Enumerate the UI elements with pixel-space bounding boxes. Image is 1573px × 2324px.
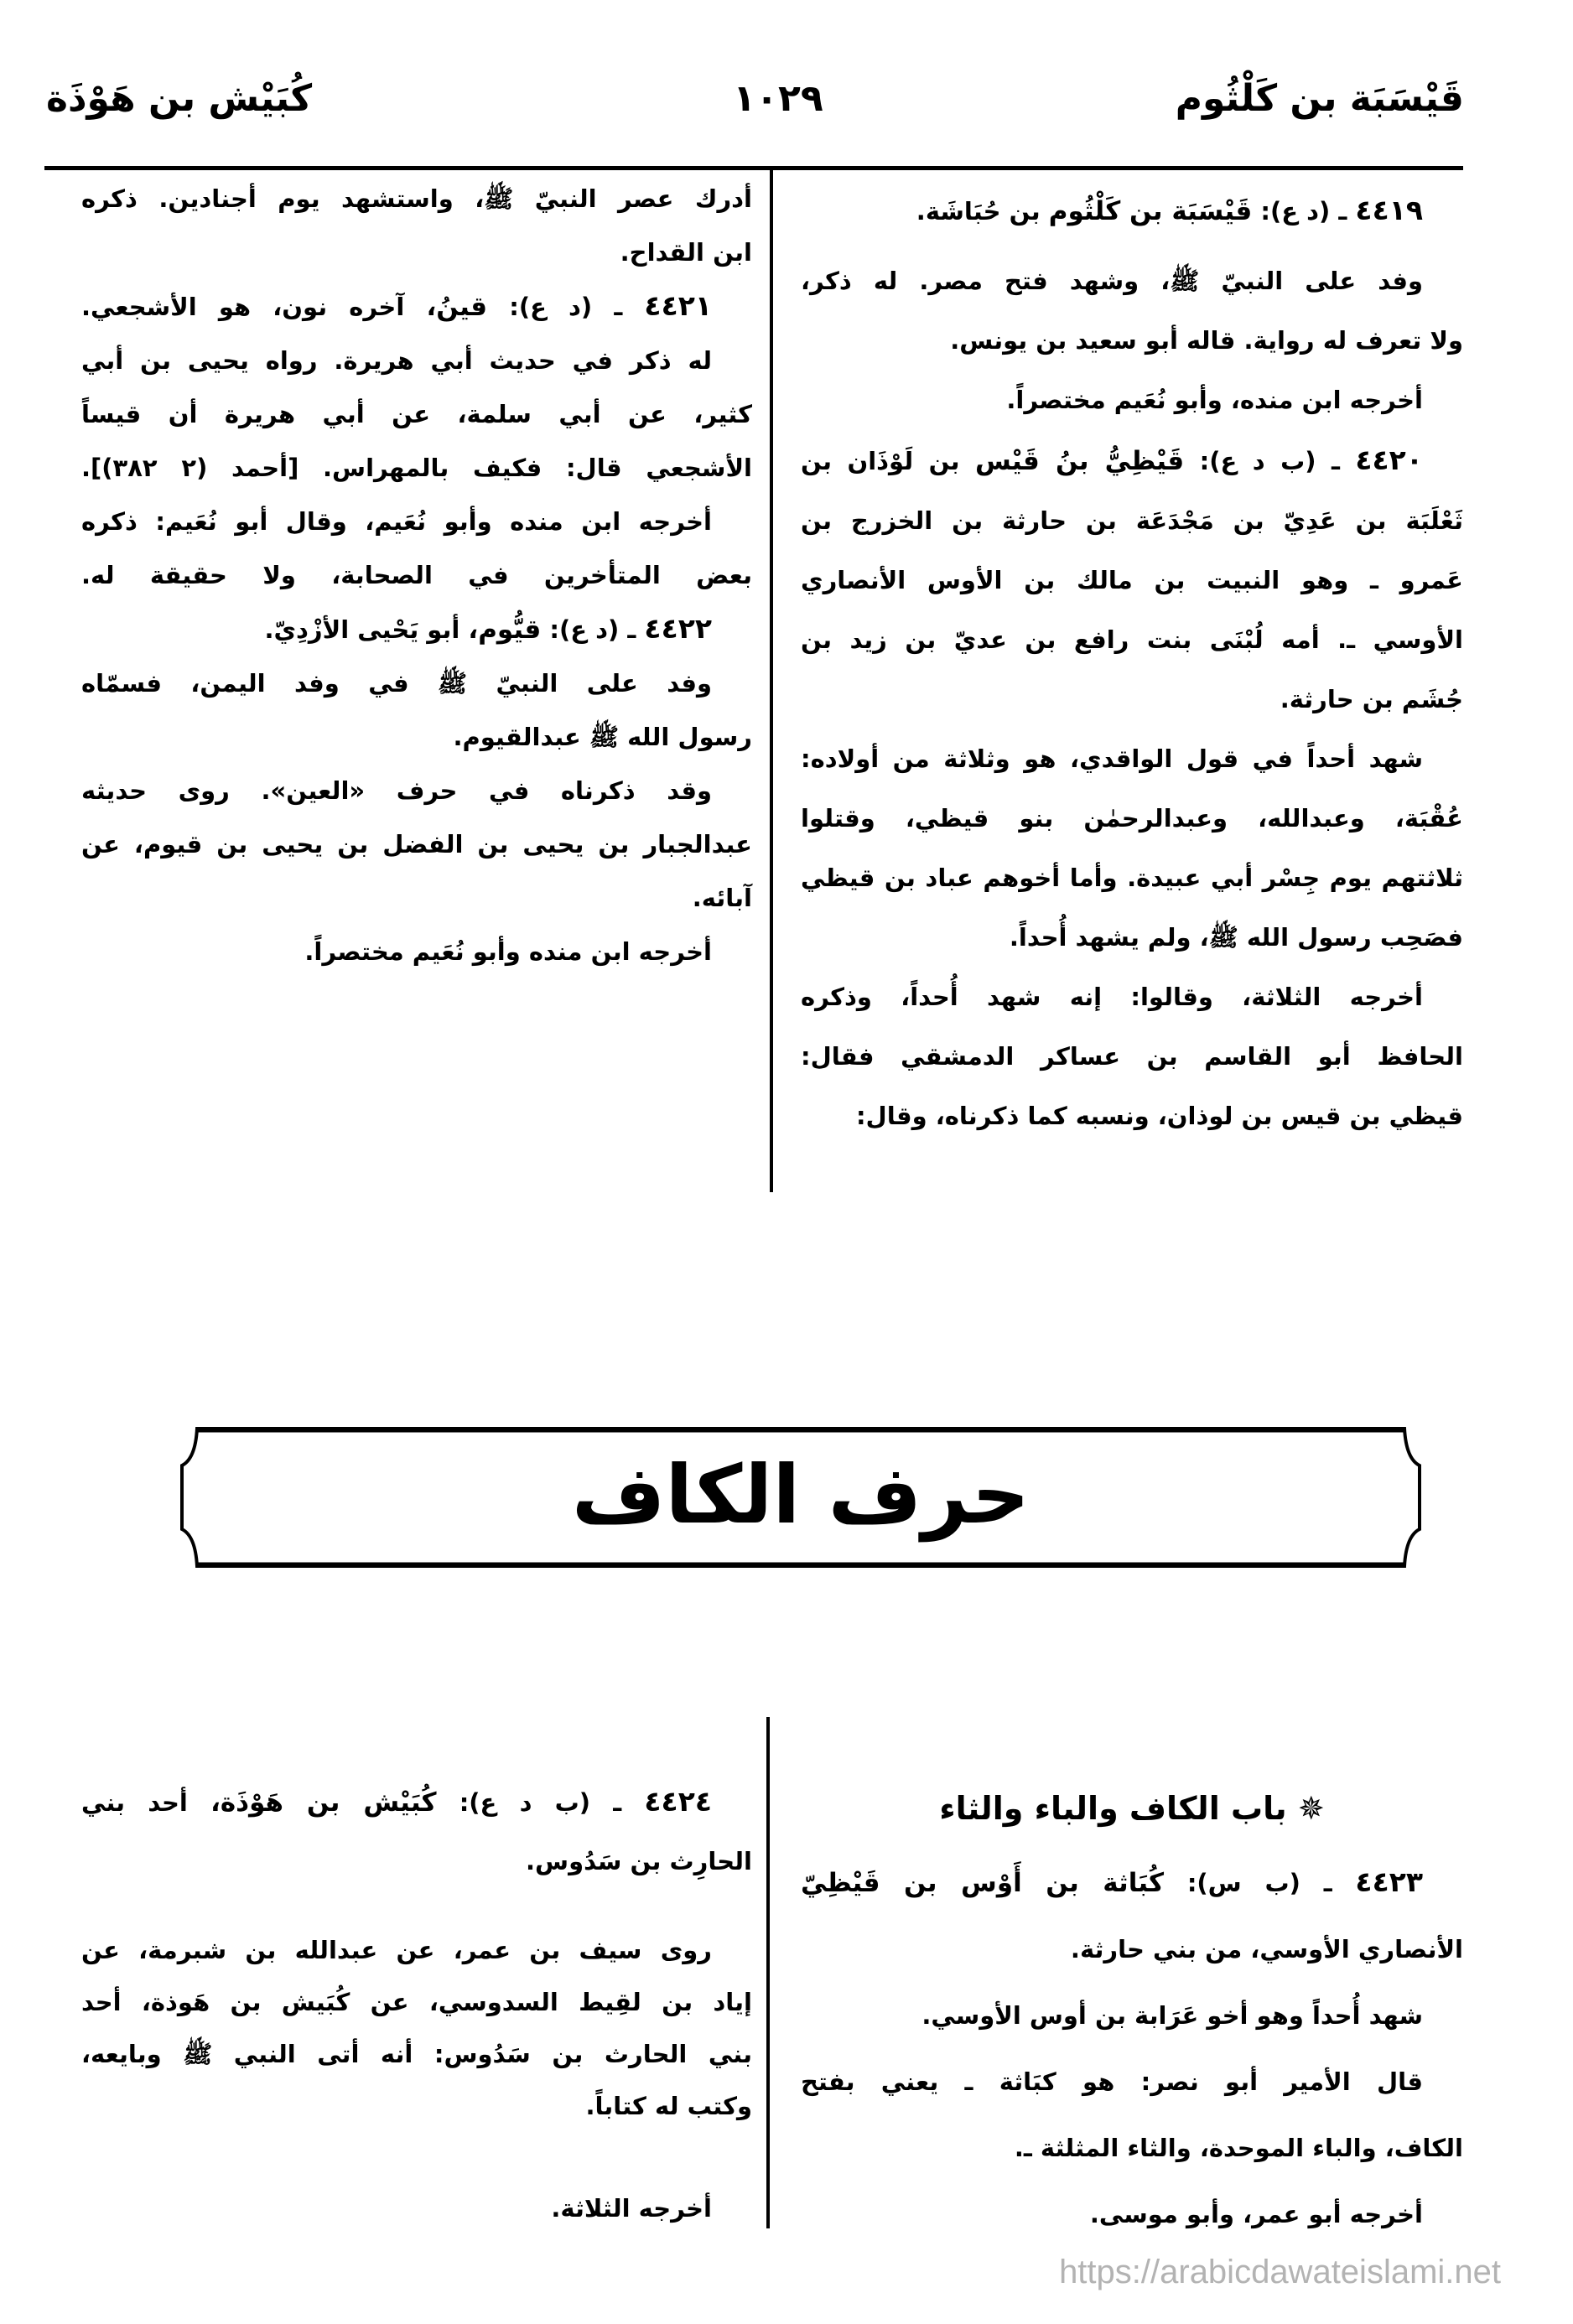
page-number: ١٠٢٩ [733, 77, 823, 120]
entry-number: ٤٤٢٤ [644, 1785, 712, 1818]
entry-heading [801, 180, 1463, 241]
text-line: وكتب له كتاباً. [585, 2092, 752, 2120]
entry-heading [801, 430, 1463, 491]
entry-source-codes: ـ (ب س): [1164, 1869, 1356, 1897]
entry-heading-rest: أحد بني [81, 1788, 211, 1817]
text-line: وقد ذكرناه في حرف «العين». روى حديثه [81, 776, 712, 805]
entry-heading-rest: أبو يَحْيى الأزْدِيّ. [264, 615, 469, 644]
text-line: فصَحِب رسول الله ﷺ، ولم يشهد أُحداً. [1009, 923, 1463, 952]
text-line: عُقْبَة، وعبدالله، وعبدالرحمٰن بنو قيظي، وقتلوا [801, 804, 1463, 833]
text-line: روى سيف بن عمر، عن عبدالله بن شبرمة، عن [81, 1936, 712, 1964]
entry-name: قيُّوم، [468, 615, 542, 645]
text-line: وفد على النبيّ ﷺ في وفد اليمن، فسمّاه [81, 669, 712, 698]
text-line: قال الأمير أبو نصر: هو كبَاثة ـ يعني بفتح [801, 2067, 1423, 2096]
entry-source-codes: ـ (ب د ع): [436, 1788, 645, 1817]
entry-heading-rest: بن لَوْذَان بن [801, 447, 976, 475]
text-line: له ذكر في حديث أبي هريرة. رواه يحيى بن أبي [81, 346, 712, 375]
text-line: بعض المتأخرين في الصحابة، ولا حقيقة له. [81, 561, 752, 589]
text-line: أدرك عصر النبيّ ﷺ، واستشهد يوم أجنادين. ذكره [81, 184, 752, 213]
text-line: أخرجه ابن منده، وأبو نُعَيم مختصراً. [1006, 386, 1423, 414]
text-line: رسول الله ﷺ عبدالقيوم. [453, 723, 752, 751]
text-line: وفد على النبيّ ﷺ، وشهد فتح مصر. له ذكر، [801, 267, 1423, 295]
text-line: الأشجعي قال: فكيف بالمهراس. [أحمد (٢ ٣٨٢)]. [81, 454, 752, 482]
entry-number: ٤٤٢١ [644, 289, 712, 322]
text-line: ولا تعرف له رواية. قاله أبو سعيد بن يونس. [950, 326, 1463, 355]
entry-number: ٤٤٢٢ [644, 612, 712, 645]
text-line: جُشَم بن حارثة. [1280, 685, 1463, 713]
text-line: الكاف، والباء الموحدة، والثاء المثلثة ـ. [1014, 2134, 1463, 2162]
text-line: أخرجه الثلاثة. [551, 2194, 712, 2223]
entry-name: كُبَيْش بن هَوْذَة، [210, 1787, 437, 1818]
entry-name: قينُ، [426, 292, 488, 322]
text-line: آبائه. [692, 884, 752, 912]
text-line: الحارِث بن سَدُوس. [526, 1847, 752, 1875]
text-line: قيظي بن قيس بن لوذان، ونسبه كما ذكرناه، وقال: [855, 1102, 1463, 1130]
header-rule [44, 166, 1463, 170]
text-line: أخرجه ابن منده وأبو نُعَيم، وقال أبو نُعَيم: ذكره [81, 507, 712, 536]
text-line: بني الحارث بن سَدُوس: أنه أتى النبي ﷺ وبايعه، [81, 2040, 752, 2068]
text-line: ثَعْلَبَة بن عَدِيّ بن مَجْدَعَة بن حارثة بن الخزرج بن [801, 506, 1463, 535]
entry-heading [81, 279, 752, 334]
entry-heading-rest: آخره نون، هو الأشجعي. [81, 293, 427, 321]
column-top-left [81, 172, 752, 978]
running-header-right: قَيْسَبَة بن كَلْثُوم [1175, 77, 1464, 120]
text-line: أخرجه أبو عمر، وأبو موسى. [1089, 2200, 1423, 2228]
column-bottom-left [81, 1776, 752, 2234]
entry-name: كُبَاثة بن أَوْس بن قَيْظِيّ [801, 1868, 1165, 1898]
text-line: أخرجه الثلاثة، وقالوا: إنه شهد أُحداً، وذكره [801, 983, 1423, 1011]
entry-source-codes: ـ (د ع): [1252, 197, 1356, 226]
text-line: ثلاثتهم يوم جِسْر أبي عبيدة. وأما أخوهم عباد بن قيظي [801, 864, 1463, 892]
text-line: شهد أحداً في قول الواقدي، هو وثلاثة من أولاده: [801, 744, 1423, 773]
text-line: عَمرو ـ وهو النبيت بن مالك بن الأوس الأنصاري [801, 566, 1463, 594]
section-heading [801, 1790, 1463, 1827]
text-line: شهد أُحداً وهو أخو عَرَابة بن أوس الأوسي. [921, 2001, 1423, 2030]
entry-name: قَيْظِيُّ بنُ قَيْس [975, 446, 1185, 476]
entry-heading-rest: بن حُبَاشَة. [916, 197, 1049, 226]
running-header-left: كُبَيْش بن هَوْذَة [46, 77, 313, 120]
entry-number: ٤٤٢٠ [1355, 444, 1423, 476]
entry-source-codes: ـ (ب د ع): [1184, 447, 1356, 475]
text-line: كثير، عن أبي سلمة، عن أبي هريرة أن قيساً [81, 400, 752, 428]
column-divider-bottom [766, 1717, 770, 2228]
entry-number: ٤٤١٩ [1355, 194, 1423, 226]
watermark-url: https://arabicdawateislami.net [1059, 2254, 1501, 2290]
text-line: الأنصاري الأوسي، من بني حارثة. [1070, 1935, 1463, 1963]
column-top-right [801, 180, 1463, 1146]
text-line: ابن القداح. [620, 238, 752, 267]
entry-source-codes: ـ (د ع): [541, 615, 645, 644]
text-line: الأوسي ـ. أمه لُبْنَى بنت رافع بن عديّ بن زيد بن [801, 625, 1463, 654]
text-line: الحافظ أبو القاسم بن عساكر الدمشقي فقال: [801, 1042, 1463, 1071]
column-bottom-right [801, 1849, 1463, 2248]
entry-name: قَيْسَبَة بن كَلْثُوم [1048, 196, 1253, 226]
text-line: إياد بن لقِيط السدوسي، عن كُبَيش بن هَوذة، أحد [81, 1988, 752, 2016]
entry-source-codes: ـ (د ع): [487, 293, 645, 321]
entry-heading [81, 602, 752, 656]
star-icon: ✵ [1297, 1790, 1325, 1827]
entry-heading [801, 1849, 1463, 1917]
entry-number: ٤٤٢٣ [1355, 1865, 1423, 1898]
text-line: عبدالجبار بن يحيى بن الفضل بن يحيى بن قيوم، عن [81, 830, 752, 859]
entry-heading [81, 1776, 752, 1829]
chapter-title: حرف الكاف [571, 1448, 1030, 1542]
text-line: أخرجه ابن منده وأبو نُعَيم مختصراً. [304, 937, 712, 966]
column-divider-top [770, 168, 773, 1192]
section-title: باب الكاف والباء والثاء [939, 1790, 1287, 1827]
